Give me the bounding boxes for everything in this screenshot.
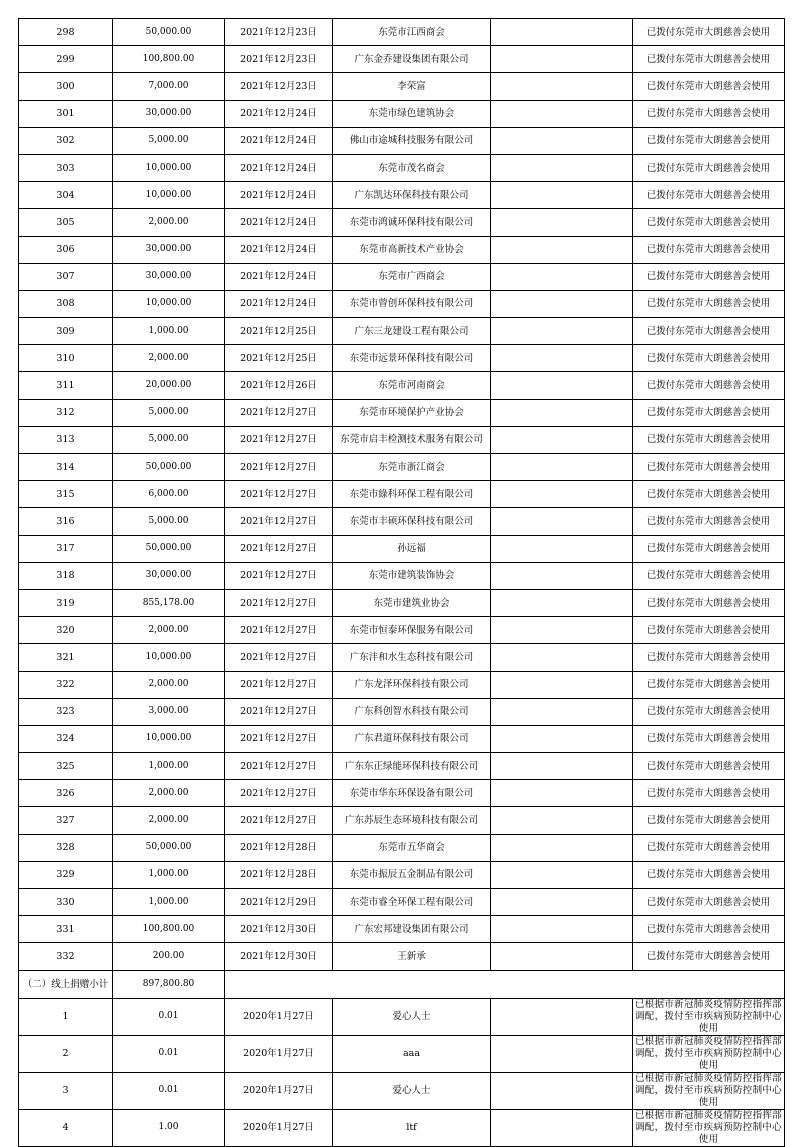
note-cell: 已根据市新冠肺炎疫情防控指挥部调配，拨付至市疾病预防控制中心使用 bbox=[633, 1072, 785, 1109]
table-row bbox=[19, 454, 785, 481]
date-cell: 2021年12月23日 bbox=[225, 19, 333, 46]
row-number-cell: 311 bbox=[19, 372, 113, 399]
table-row bbox=[19, 209, 785, 236]
donor-cell: 东莞市高新技术产业协会 bbox=[333, 236, 491, 263]
empty-cell bbox=[491, 127, 633, 154]
table-row bbox=[19, 1109, 785, 1146]
table-row bbox=[19, 644, 785, 671]
date-cell: 2021年12月27日 bbox=[225, 426, 333, 453]
table-row bbox=[19, 1072, 785, 1109]
empty-cell bbox=[491, 19, 633, 46]
amount-cell: 10,000.00 bbox=[113, 644, 225, 671]
row-number-cell: 307 bbox=[19, 263, 113, 290]
empty-cell bbox=[491, 698, 633, 725]
date-cell: 2021年12月24日 bbox=[225, 154, 333, 181]
amount-cell: 200.00 bbox=[113, 943, 225, 970]
donor-cell: 东莞市睿全环保工程有限公司 bbox=[333, 889, 491, 916]
amount-cell: 1,000.00 bbox=[113, 318, 225, 345]
empty-cell bbox=[491, 807, 633, 834]
table-row bbox=[19, 46, 785, 73]
date-cell: 2021年12月24日 bbox=[225, 127, 333, 154]
note-cell: 已拨付东莞市大朗慈善会使用 bbox=[633, 19, 785, 46]
empty-cell bbox=[491, 454, 633, 481]
row-number-cell: 302 bbox=[19, 127, 113, 154]
donor-cell: 东莞市茂名商会 bbox=[333, 154, 491, 181]
table-row bbox=[19, 562, 785, 589]
amount-cell: 30,000.00 bbox=[113, 562, 225, 589]
date-cell: 2021年12月27日 bbox=[225, 617, 333, 644]
table-row bbox=[19, 861, 785, 888]
table-row bbox=[19, 372, 785, 399]
date-cell: 2021年12月27日 bbox=[225, 807, 333, 834]
row-number-cell: 308 bbox=[19, 290, 113, 317]
row-number-cell: 304 bbox=[19, 182, 113, 209]
date-cell: 2021年12月24日 bbox=[225, 236, 333, 263]
amount-cell: 1,000.00 bbox=[113, 889, 225, 916]
table-row bbox=[19, 807, 785, 834]
empty-cell bbox=[491, 182, 633, 209]
amount-cell: 5,000.00 bbox=[113, 127, 225, 154]
row-number-cell: 326 bbox=[19, 780, 113, 807]
row-number-cell: 303 bbox=[19, 154, 113, 181]
note-cell: 已拨付东莞市大朗慈善会使用 bbox=[633, 46, 785, 73]
section-blank-cell bbox=[225, 970, 785, 998]
amount-cell: 855,178.00 bbox=[113, 589, 225, 616]
note-cell: 已拨付东莞市大朗慈善会使用 bbox=[633, 236, 785, 263]
note-cell: 已拨付东莞市大朗慈善会使用 bbox=[633, 644, 785, 671]
date-cell: 2020年1月27日 bbox=[225, 1035, 333, 1072]
donor-cell: 东莞市远景环保科技有限公司 bbox=[333, 345, 491, 372]
note-cell: 已拨付东莞市大朗慈善会使用 bbox=[633, 562, 785, 589]
table-row bbox=[19, 889, 785, 916]
amount-cell: 20,000.00 bbox=[113, 372, 225, 399]
note-cell: 已拨付东莞市大朗慈善会使用 bbox=[633, 916, 785, 943]
amount-cell: 50,000.00 bbox=[113, 834, 225, 861]
amount-cell: 1.00 bbox=[113, 1109, 225, 1146]
empty-cell bbox=[491, 725, 633, 752]
amount-cell: 0.01 bbox=[113, 1072, 225, 1109]
donor-cell: 广东三龙建设工程有限公司 bbox=[333, 318, 491, 345]
donor-cell: 东莞市河南商会 bbox=[333, 372, 491, 399]
empty-cell bbox=[491, 372, 633, 399]
amount-cell: 2,000.00 bbox=[113, 617, 225, 644]
note-cell: 已拨付东莞市大朗慈善会使用 bbox=[633, 671, 785, 698]
donor-cell: 爱心人士 bbox=[333, 998, 491, 1035]
note-cell: 已拨付东莞市大朗慈善会使用 bbox=[633, 834, 785, 861]
note-cell: 已拨付东莞市大朗慈善会使用 bbox=[633, 345, 785, 372]
donor-cell: 佛山市途城科技服务有限公司 bbox=[333, 127, 491, 154]
table-row bbox=[19, 698, 785, 725]
row-number-cell: 330 bbox=[19, 889, 113, 916]
amount-cell: 2,000.00 bbox=[113, 807, 225, 834]
date-cell: 2021年12月27日 bbox=[225, 454, 333, 481]
table-row bbox=[19, 236, 785, 263]
row-number-cell: 306 bbox=[19, 236, 113, 263]
date-cell: 2021年12月28日 bbox=[225, 861, 333, 888]
table-row bbox=[19, 725, 785, 752]
amount-cell: 5,000.00 bbox=[113, 508, 225, 535]
row-number-cell: 328 bbox=[19, 834, 113, 861]
donor-cell: 广东凯达环保科技有限公司 bbox=[333, 182, 491, 209]
date-cell: 2021年12月25日 bbox=[225, 345, 333, 372]
date-cell: 2021年12月28日 bbox=[225, 834, 333, 861]
note-cell: 已拨付东莞市大朗慈善会使用 bbox=[633, 617, 785, 644]
date-cell: 2021年12月27日 bbox=[225, 644, 333, 671]
table-row bbox=[19, 19, 785, 46]
date-cell: 2021年12月23日 bbox=[225, 46, 333, 73]
donor-cell: 东莞市绿色建筑协会 bbox=[333, 100, 491, 127]
empty-cell bbox=[491, 943, 633, 970]
note-cell: 已拨付东莞市大朗慈善会使用 bbox=[633, 943, 785, 970]
row-number-cell: 332 bbox=[19, 943, 113, 970]
note-cell: 已根据市新冠肺炎疫情防控指挥部调配，拨付至市疾病预防控制中心使用 bbox=[633, 1035, 785, 1072]
donor-cell: 李荣富 bbox=[333, 73, 491, 100]
row-number-cell: 314 bbox=[19, 454, 113, 481]
date-cell: 2021年12月27日 bbox=[225, 562, 333, 589]
empty-cell bbox=[491, 617, 633, 644]
table-row bbox=[19, 426, 785, 453]
empty-cell bbox=[491, 780, 633, 807]
donor-cell: 广东沣和水生态科技有限公司 bbox=[333, 644, 491, 671]
row-number-cell: 312 bbox=[19, 399, 113, 426]
donor-cell: 东莞市建筑业协会 bbox=[333, 589, 491, 616]
note-cell: 已拨付东莞市大朗慈善会使用 bbox=[633, 399, 785, 426]
row-number-cell: 322 bbox=[19, 671, 113, 698]
amount-cell: 10,000.00 bbox=[113, 154, 225, 181]
row-number-cell: 327 bbox=[19, 807, 113, 834]
donor-cell: 广东宏邦建设集团有限公司 bbox=[333, 916, 491, 943]
donor-cell: 东莞市启丰检测技术服务有限公司 bbox=[333, 426, 491, 453]
amount-cell: 7,000.00 bbox=[113, 73, 225, 100]
table-row bbox=[19, 998, 785, 1035]
note-cell: 已拨付东莞市大朗慈善会使用 bbox=[633, 589, 785, 616]
row-number-cell: 305 bbox=[19, 209, 113, 236]
note-cell: 已拨付东莞市大朗慈善会使用 bbox=[633, 725, 785, 752]
row-number-cell: 321 bbox=[19, 644, 113, 671]
table-row bbox=[19, 1035, 785, 1072]
table-row bbox=[19, 617, 785, 644]
amount-cell: 50,000.00 bbox=[113, 535, 225, 562]
row-number-cell: 319 bbox=[19, 589, 113, 616]
empty-cell bbox=[491, 889, 633, 916]
table-row bbox=[19, 753, 785, 780]
table-row bbox=[19, 182, 785, 209]
amount-cell: 5,000.00 bbox=[113, 426, 225, 453]
table-row bbox=[19, 943, 785, 970]
table-row bbox=[19, 508, 785, 535]
section-label-cell: （二）线上捐赠小计 bbox=[19, 970, 113, 998]
empty-cell bbox=[491, 209, 633, 236]
donor-cell: 王新承 bbox=[333, 943, 491, 970]
donor-cell: aaa bbox=[333, 1035, 491, 1072]
empty-cell bbox=[491, 345, 633, 372]
date-cell: 2021年12月27日 bbox=[225, 399, 333, 426]
note-cell: 已拨付东莞市大朗慈善会使用 bbox=[633, 154, 785, 181]
row-number-cell: 316 bbox=[19, 508, 113, 535]
amount-cell: 30,000.00 bbox=[113, 263, 225, 290]
donor-cell: 东莞市五华商会 bbox=[333, 834, 491, 861]
empty-cell bbox=[491, 753, 633, 780]
row-number-cell: 299 bbox=[19, 46, 113, 73]
table-row bbox=[19, 318, 785, 345]
note-cell: 已拨付东莞市大朗慈善会使用 bbox=[633, 753, 785, 780]
note-cell: 已根据市新冠肺炎疫情防控指挥部调配，拨付至市疾病预防控制中心使用 bbox=[633, 1109, 785, 1146]
date-cell: 2021年12月27日 bbox=[225, 481, 333, 508]
donor-cell: 东莞市丰硕环保科技有限公司 bbox=[333, 508, 491, 535]
donor-cell: 广东苏辰生态环境科技有限公司 bbox=[333, 807, 491, 834]
donation-table-body bbox=[19, 19, 785, 1147]
date-cell: 2021年12月30日 bbox=[225, 916, 333, 943]
empty-cell bbox=[491, 1035, 633, 1072]
note-cell: 已拨付东莞市大朗慈善会使用 bbox=[633, 481, 785, 508]
row-number-cell: 325 bbox=[19, 753, 113, 780]
empty-cell bbox=[491, 426, 633, 453]
row-number-cell: 4 bbox=[19, 1109, 113, 1146]
donor-cell: 东莞市浙江商会 bbox=[333, 454, 491, 481]
donor-cell: 爱心人士 bbox=[333, 1072, 491, 1109]
date-cell: 2021年12月30日 bbox=[225, 943, 333, 970]
note-cell: 已拨付东莞市大朗慈善会使用 bbox=[633, 290, 785, 317]
note-cell: 已拨付东莞市大朗慈善会使用 bbox=[633, 454, 785, 481]
empty-cell bbox=[491, 1109, 633, 1146]
note-cell: 已拨付东莞市大朗慈善会使用 bbox=[633, 508, 785, 535]
table-row bbox=[19, 481, 785, 508]
date-cell: 2021年12月27日 bbox=[225, 753, 333, 780]
amount-cell: 0.01 bbox=[113, 1035, 225, 1072]
date-cell: 2021年12月27日 bbox=[225, 698, 333, 725]
table-row bbox=[19, 73, 785, 100]
amount-cell: 10,000.00 bbox=[113, 725, 225, 752]
row-number-cell: 309 bbox=[19, 318, 113, 345]
table-row bbox=[19, 671, 785, 698]
row-number-cell: 300 bbox=[19, 73, 113, 100]
table-row bbox=[19, 154, 785, 181]
note-cell: 已拨付东莞市大朗慈善会使用 bbox=[633, 318, 785, 345]
date-cell: 2020年1月27日 bbox=[225, 1109, 333, 1146]
date-cell: 2020年1月27日 bbox=[225, 1072, 333, 1109]
table-row bbox=[19, 589, 785, 616]
row-number-cell: 315 bbox=[19, 481, 113, 508]
donation-table bbox=[18, 18, 785, 1147]
section-amount-cell: 897,800.80 bbox=[113, 970, 225, 998]
empty-cell bbox=[491, 399, 633, 426]
table-row bbox=[19, 834, 785, 861]
date-cell: 2020年1月27日 bbox=[225, 998, 333, 1035]
empty-cell bbox=[491, 290, 633, 317]
row-number-cell: 331 bbox=[19, 916, 113, 943]
table-row bbox=[19, 916, 785, 943]
amount-cell: 2,000.00 bbox=[113, 209, 225, 236]
date-cell: 2021年12月27日 bbox=[225, 780, 333, 807]
table-row bbox=[19, 100, 785, 127]
note-cell: 已拨付东莞市大朗慈善会使用 bbox=[633, 209, 785, 236]
donor-cell: 广东君道环保科技有限公司 bbox=[333, 725, 491, 752]
amount-cell: 1,000.00 bbox=[113, 753, 225, 780]
amount-cell: 50,000.00 bbox=[113, 454, 225, 481]
amount-cell: 30,000.00 bbox=[113, 236, 225, 263]
table-row bbox=[19, 399, 785, 426]
amount-cell: 10,000.00 bbox=[113, 290, 225, 317]
empty-cell bbox=[491, 861, 633, 888]
note-cell: 已拨付东莞市大朗慈善会使用 bbox=[633, 426, 785, 453]
donor-cell: 东莞市鸿诚环保科技有限公司 bbox=[333, 209, 491, 236]
donor-cell: 孙远福 bbox=[333, 535, 491, 562]
row-number-cell: 317 bbox=[19, 535, 113, 562]
amount-cell: 2,000.00 bbox=[113, 345, 225, 372]
date-cell: 2021年12月24日 bbox=[225, 290, 333, 317]
table-row bbox=[19, 780, 785, 807]
donor-cell: 东莞市振辰五金制品有限公司 bbox=[333, 861, 491, 888]
amount-cell: 2,000.00 bbox=[113, 671, 225, 698]
table-row bbox=[19, 345, 785, 372]
empty-cell bbox=[491, 100, 633, 127]
date-cell: 2021年12月24日 bbox=[225, 209, 333, 236]
empty-cell bbox=[491, 589, 633, 616]
online-subtotal-row bbox=[19, 970, 785, 998]
row-number-cell: 310 bbox=[19, 345, 113, 372]
row-number-cell: 318 bbox=[19, 562, 113, 589]
empty-cell bbox=[491, 481, 633, 508]
note-cell: 已拨付东莞市大朗慈善会使用 bbox=[633, 861, 785, 888]
donor-cell: 东莞市建筑装饰协会 bbox=[333, 562, 491, 589]
empty-cell bbox=[491, 508, 633, 535]
date-cell: 2021年12月27日 bbox=[225, 671, 333, 698]
amount-cell: 100,800.00 bbox=[113, 916, 225, 943]
date-cell: 2021年12月23日 bbox=[225, 73, 333, 100]
row-number-cell: 1 bbox=[19, 998, 113, 1035]
empty-cell bbox=[491, 916, 633, 943]
date-cell: 2021年12月25日 bbox=[225, 318, 333, 345]
date-cell: 2021年12月29日 bbox=[225, 889, 333, 916]
amount-cell: 0.01 bbox=[113, 998, 225, 1035]
empty-cell bbox=[491, 154, 633, 181]
empty-cell bbox=[491, 1072, 633, 1109]
row-number-cell: 2 bbox=[19, 1035, 113, 1072]
table-row bbox=[19, 535, 785, 562]
empty-cell bbox=[491, 671, 633, 698]
empty-cell bbox=[491, 73, 633, 100]
donor-cell: 东莞市环境保护产业协会 bbox=[333, 399, 491, 426]
empty-cell bbox=[491, 46, 633, 73]
row-number-cell: 301 bbox=[19, 100, 113, 127]
empty-cell bbox=[491, 535, 633, 562]
donor-cell: 东莞市江西商会 bbox=[333, 19, 491, 46]
note-cell: 已拨付东莞市大朗慈善会使用 bbox=[633, 73, 785, 100]
note-cell: 已拨付东莞市大朗慈善会使用 bbox=[633, 889, 785, 916]
date-cell: 2021年12月24日 bbox=[225, 263, 333, 290]
row-number-cell: 3 bbox=[19, 1072, 113, 1109]
empty-cell bbox=[491, 562, 633, 589]
donor-cell: 广东龙泽环保科技有限公司 bbox=[333, 671, 491, 698]
row-number-cell: 329 bbox=[19, 861, 113, 888]
empty-cell bbox=[491, 644, 633, 671]
donor-cell: 东莞市綠科环保工程有限公司 bbox=[333, 481, 491, 508]
note-cell: 已拨付东莞市大朗慈善会使用 bbox=[633, 535, 785, 562]
amount-cell: 1,000.00 bbox=[113, 861, 225, 888]
date-cell: 2021年12月27日 bbox=[225, 725, 333, 752]
note-cell: 已拨付东莞市大朗慈善会使用 bbox=[633, 372, 785, 399]
note-cell: 已拨付东莞市大朗慈善会使用 bbox=[633, 182, 785, 209]
empty-cell bbox=[491, 834, 633, 861]
amount-cell: 100,800.00 bbox=[113, 46, 225, 73]
date-cell: 2021年12月24日 bbox=[225, 100, 333, 127]
note-cell: 已拨付东莞市大朗慈善会使用 bbox=[633, 698, 785, 725]
date-cell: 2021年12月26日 bbox=[225, 372, 333, 399]
date-cell: 2021年12月27日 bbox=[225, 589, 333, 616]
empty-cell bbox=[491, 998, 633, 1035]
amount-cell: 3,000.00 bbox=[113, 698, 225, 725]
donor-cell: 东莞市广西商会 bbox=[333, 263, 491, 290]
empty-cell bbox=[491, 318, 633, 345]
donor-cell: ltf bbox=[333, 1109, 491, 1146]
note-cell: 已根据市新冠肺炎疫情防控指挥部调配，拨付至市疾病预防控制中心使用 bbox=[633, 998, 785, 1035]
note-cell: 已拨付东莞市大朗慈善会使用 bbox=[633, 263, 785, 290]
donor-cell: 东莞市曾创环保科技有限公司 bbox=[333, 290, 491, 317]
donor-cell: 广东金乔建设集团有限公司 bbox=[333, 46, 491, 73]
amount-cell: 10,000.00 bbox=[113, 182, 225, 209]
row-number-cell: 323 bbox=[19, 698, 113, 725]
row-number-cell: 298 bbox=[19, 19, 113, 46]
table-row bbox=[19, 263, 785, 290]
table-row bbox=[19, 127, 785, 154]
amount-cell: 50,000.00 bbox=[113, 19, 225, 46]
note-cell: 已拨付东莞市大朗慈善会使用 bbox=[633, 807, 785, 834]
donor-cell: 东莞市华东环保设备有限公司 bbox=[333, 780, 491, 807]
donor-cell: 广东科创智水科技有限公司 bbox=[333, 698, 491, 725]
donor-cell: 东莞市恒泰环保服务有限公司 bbox=[333, 617, 491, 644]
donor-cell: 广东东正绿能环保科技有限公司 bbox=[333, 753, 491, 780]
note-cell: 已拨付东莞市大朗慈善会使用 bbox=[633, 780, 785, 807]
note-cell: 已拨付东莞市大朗慈善会使用 bbox=[633, 127, 785, 154]
date-cell: 2021年12月24日 bbox=[225, 182, 333, 209]
amount-cell: 30,000.00 bbox=[113, 100, 225, 127]
date-cell: 2021年12月27日 bbox=[225, 508, 333, 535]
row-number-cell: 320 bbox=[19, 617, 113, 644]
amount-cell: 5,000.00 bbox=[113, 399, 225, 426]
amount-cell: 2,000.00 bbox=[113, 780, 225, 807]
row-number-cell: 313 bbox=[19, 426, 113, 453]
note-cell: 已拨付东莞市大朗慈善会使用 bbox=[633, 100, 785, 127]
table-row bbox=[19, 290, 785, 317]
empty-cell bbox=[491, 263, 633, 290]
amount-cell: 6,000.00 bbox=[113, 481, 225, 508]
empty-cell bbox=[491, 236, 633, 263]
row-number-cell: 324 bbox=[19, 725, 113, 752]
date-cell: 2021年12月27日 bbox=[225, 535, 333, 562]
